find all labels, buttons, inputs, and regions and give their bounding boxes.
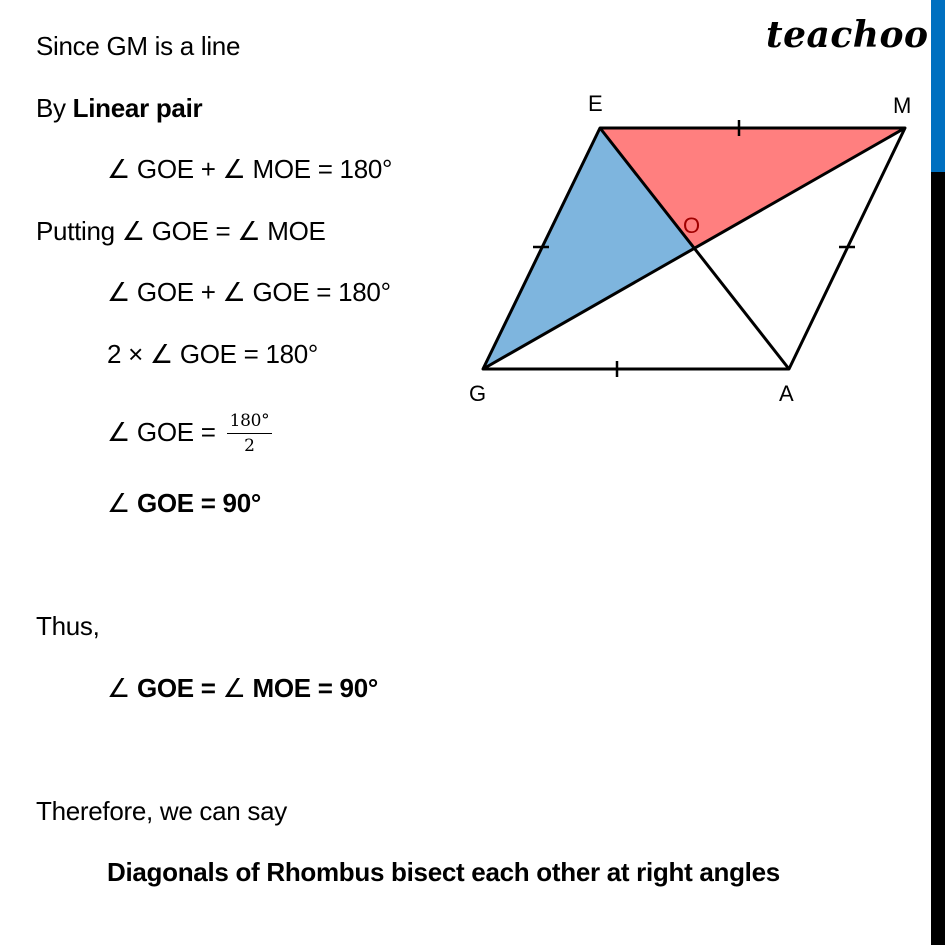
step-linear-pair-prefix: By <box>36 93 73 123</box>
step-putting: Putting ∠ GOE = ∠ MOE <box>36 216 326 246</box>
vertex-label-e: E <box>588 91 603 116</box>
angle-symbol: ∠ <box>222 673 253 703</box>
teachoo-logo: teachoo <box>766 14 929 56</box>
step-equation-2: ∠ GOE + ∠ GOE = 180° <box>107 277 391 307</box>
step-since-gm-line: Since GM is a line <box>36 31 241 61</box>
angle-symbol: ∠ <box>107 673 137 703</box>
fraction-denominator: 2 <box>244 436 255 457</box>
final-goe: GOE = <box>136 673 223 703</box>
vertex-label-m: M <box>893 93 912 118</box>
final-moe: MOE = 90° <box>252 673 378 703</box>
center-label-o: O <box>683 213 701 238</box>
step-equation-1: ∠ GOE + ∠ MOE = 180° <box>107 154 393 184</box>
step-thus: Thus, <box>36 611 100 641</box>
step-equation-3: 2 × ∠ GOE = 180° <box>107 339 319 369</box>
step-result-bold: GOE = 90° <box>136 488 261 518</box>
step-therefore: Therefore, we can say <box>36 796 287 826</box>
conclusion: Diagonals of Rhombus bisect each other at right angles <box>107 857 780 887</box>
step-fraction-prefix: ∠ GOE = <box>107 417 223 447</box>
angle-symbol: ∠ <box>107 488 137 518</box>
step-linear-pair-bold: Linear pair <box>72 93 203 123</box>
vertex-label-a: A <box>779 381 794 406</box>
vertex-label-g: G <box>469 381 487 406</box>
fraction-numerator: 180° <box>227 412 273 434</box>
